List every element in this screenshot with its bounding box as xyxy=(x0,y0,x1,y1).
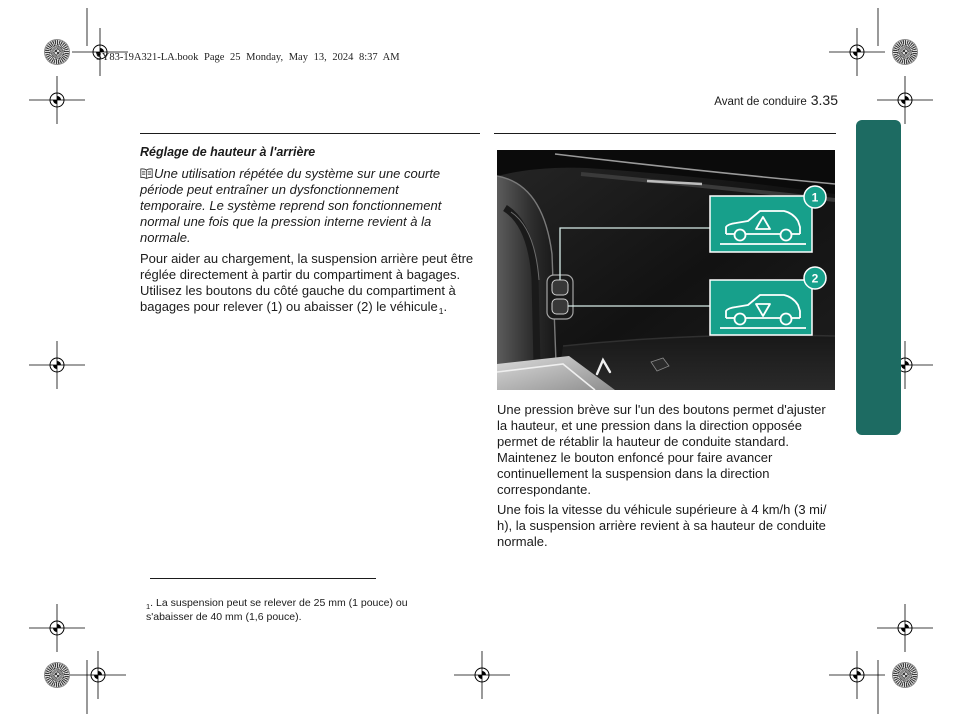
color-target xyxy=(893,663,917,687)
registration-mark xyxy=(877,604,933,652)
note-line: période peut entraîner un dysfonctionnement xyxy=(140,182,399,197)
registration-mark xyxy=(829,651,885,699)
registration-mark xyxy=(877,76,933,124)
footnote-marker-punct: . xyxy=(150,597,154,609)
body-line: Pour aider au chargement, la suspension arrière peut être xyxy=(140,251,474,266)
body-text: bagages pour relever (1) ou abaisser (2) le véhicule xyxy=(140,299,438,314)
body-line: h), la suspension arrière revient à sa hauteur de conduite xyxy=(497,518,826,533)
body-paragraph xyxy=(140,251,473,315)
color-target xyxy=(45,663,69,687)
footnote-line xyxy=(146,596,408,610)
trunk-photo xyxy=(497,150,835,390)
body-line: permet de rétablir la hauteur de conduite standard. xyxy=(497,434,789,449)
registration-mark xyxy=(29,341,85,389)
section-name: Avant de conduire xyxy=(714,96,807,108)
color-target xyxy=(45,40,69,64)
body-paragraph xyxy=(497,402,826,498)
registration-mark xyxy=(829,28,885,76)
body-line: normale. xyxy=(497,534,548,549)
body-punct: . xyxy=(443,299,448,314)
note-line: temporaire. Le système reprend son fonctionnement xyxy=(140,198,442,213)
body-line: Utilisez les boutons du côté gauche du compartiment à xyxy=(140,283,456,298)
section-title: Réglage de hauteur à l'arrière xyxy=(140,145,316,159)
note-text: Une utilisation répétée du système sur une courte xyxy=(154,166,441,181)
section-tab xyxy=(856,120,901,435)
info-note xyxy=(140,166,441,246)
footnote-text: La suspension peut se relever de 25 mm (1 pouce) ou xyxy=(156,597,408,609)
callout-number-text: 1 xyxy=(811,190,819,205)
callout-number-1 xyxy=(804,186,826,208)
registration-mark xyxy=(454,651,510,699)
color-target xyxy=(893,40,917,64)
body-line: Maintenez le bouton enfoncé pour faire avancer xyxy=(497,450,773,465)
body-line: la hauteur, et une pression dans la direction opposée xyxy=(497,418,802,433)
page-number: 3.35 xyxy=(810,92,838,108)
footnote-reference: 1 xyxy=(438,306,444,316)
suspension-buttons xyxy=(547,275,573,319)
footnote-line: s'abaisser de 40 mm (1,6 pouce). xyxy=(146,611,302,623)
callout-number-2 xyxy=(804,267,826,289)
body-line: correspondante. xyxy=(497,482,591,497)
footnote-marker: 1 xyxy=(146,602,151,611)
body-line: Une pression brève sur l'un des boutons permet d'ajuster xyxy=(497,402,826,417)
callout-number-text: 2 xyxy=(811,271,819,286)
registration-mark xyxy=(70,651,126,699)
body-line xyxy=(140,299,473,315)
body-paragraph xyxy=(497,502,827,550)
header-rule-right xyxy=(494,133,836,134)
registration-mark xyxy=(29,604,85,652)
note-line: normal une fois que la pression interne revient à la xyxy=(140,214,432,229)
body-line: Une fois la vitesse du véhicule supérieure à 4 km/h (3 mi/ xyxy=(497,502,827,517)
header-rule-left xyxy=(140,133,480,134)
body-line: réglée directement à partir du compartiment à bagages. xyxy=(140,267,461,282)
note-line: normale. xyxy=(140,230,191,245)
book-icon xyxy=(140,168,153,179)
footnote xyxy=(146,596,408,624)
print-slug: SY83-19A321-LA.book Page 25 Monday, May 13, 2024 8:37 AM xyxy=(96,52,400,63)
registration-mark xyxy=(29,76,85,124)
footnote-rule xyxy=(150,578,376,579)
callout-raise xyxy=(710,196,812,252)
running-header xyxy=(714,91,838,111)
callout-lower xyxy=(710,280,812,335)
body-line: continuellement la suspension dans la direction xyxy=(497,466,770,481)
note-line xyxy=(140,166,441,182)
